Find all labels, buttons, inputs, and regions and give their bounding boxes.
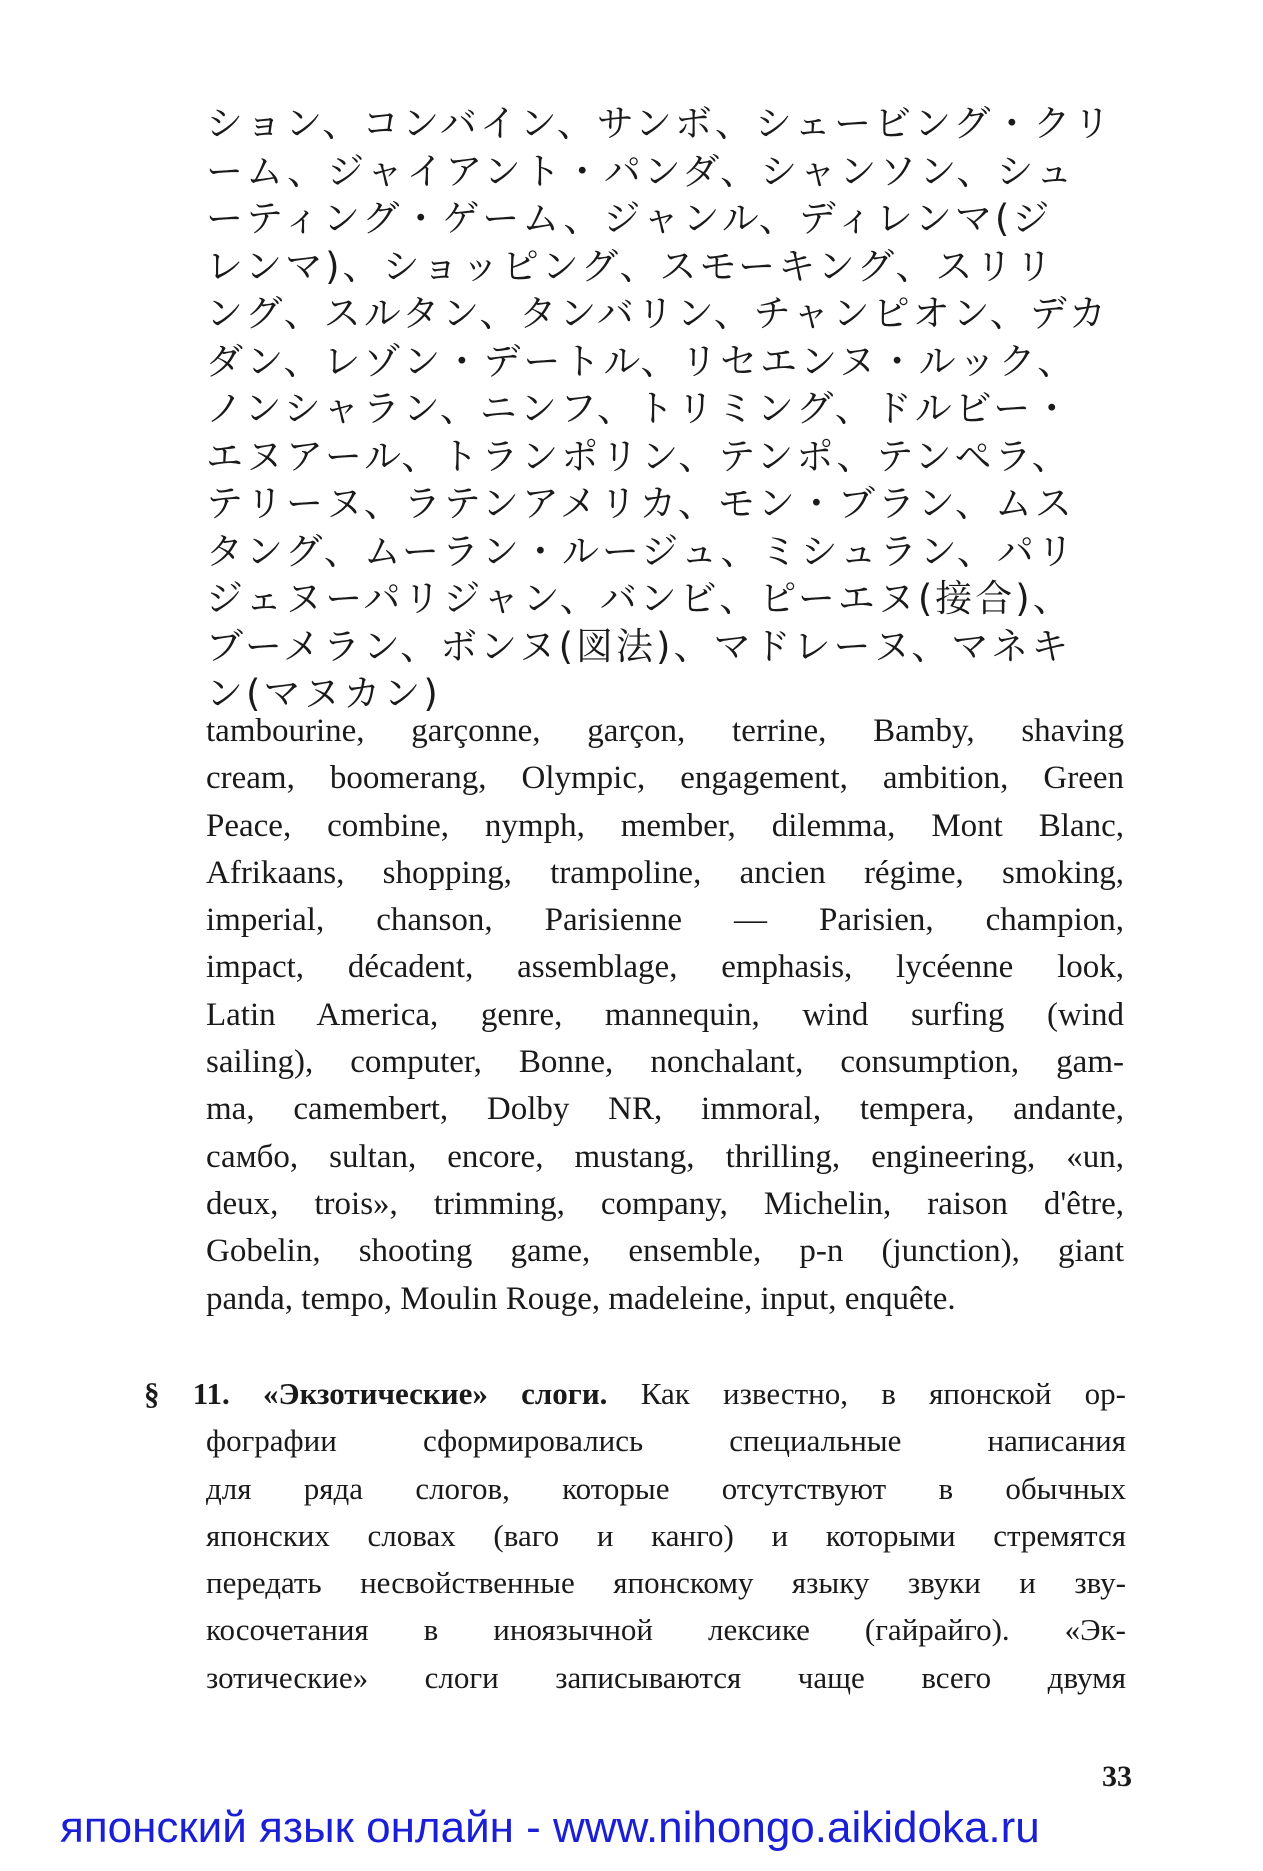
japanese-line: レンマ)、ショッピング、スモーキング、スリリ bbox=[206, 244, 1056, 288]
japanese-line: ノンシャラン、ニンフ、トリミング、ドルビー・ bbox=[206, 387, 1074, 430]
english-line: ma, camembert, Dolby NR, immoral, tempera, andante, bbox=[206, 1091, 1124, 1128]
english-line: Afrikaans, shopping, trampoline, ancien régime, smoking, bbox=[206, 854, 1124, 891]
english-line: Gobelin, shooting game, ensemble, p-n (junction), giant bbox=[206, 1233, 1124, 1270]
japanese-line: ング、スルタン、タンバリン、チャンピオン、デカ bbox=[206, 292, 1109, 335]
english-line: imperial, chanson, Parisienne — Parisien, champion, bbox=[206, 902, 1124, 939]
section-line: передать несвойственные японскому языку звуки и зву- bbox=[206, 1565, 1126, 1601]
japanese-katakana-list bbox=[206, 100, 1126, 718]
english-line: sailing), computer, Bonne, nonchalant, consumption, gam- bbox=[206, 1044, 1124, 1081]
english-line: tambourine, garçonne, garçon, terrine, Bamby, shaving bbox=[206, 713, 1124, 749]
english-line: deux, trois», trimming, company, Michelin, raison d'être, bbox=[206, 1185, 1124, 1222]
footer-site-link[interactable]: японский язык онлайн - www.nihongo.aikidoka.ru bbox=[60, 1803, 1040, 1852]
japanese-line: ション、コンバイン、サンボ、シェービング・クリ bbox=[206, 102, 1114, 145]
section-first-line-text: Как известно, в японской ор- bbox=[607, 1376, 1126, 1411]
section-line: фографии сформировались специальные написания bbox=[206, 1423, 1126, 1459]
section-11-paragraph bbox=[144, 1370, 1126, 1701]
japanese-line: タング、ムーラン・ルージュ、ミシュラン、パリ bbox=[206, 529, 1077, 573]
japanese-line: ブーメラン、ボンヌ(図法)、マドレーヌ、マネキ bbox=[206, 624, 1072, 668]
english-line: panda, tempo, Moulin Rouge, madeleine, input, enquête. bbox=[206, 1280, 956, 1317]
section-line: косочетания в иноязычной лексике (гайрайго). «Эк- bbox=[206, 1612, 1126, 1648]
english-source-words-list bbox=[206, 708, 1124, 1323]
japanese-line: ダン、レゾン・デートル、リセエンヌ・ルック、 bbox=[206, 339, 1078, 383]
section-first-line bbox=[144, 1370, 1126, 1417]
japanese-line: ーム、ジャイアント・パンダ、シャンソン、シュ bbox=[206, 149, 1076, 193]
english-line: самбо, sultan, encore, mustang, thrilling, engineering, «un, bbox=[206, 1138, 1124, 1175]
page-number: 33 bbox=[1102, 1760, 1132, 1793]
section-heading: § 11. «Экзотические» слоги. bbox=[144, 1376, 608, 1411]
japanese-line: ン(マヌカン) bbox=[206, 672, 441, 715]
english-line: impact, décadent, assemblage, emphasis, lycéenne look, bbox=[206, 949, 1124, 986]
section-line: для ряда слогов, которые отсутствуют в обычных bbox=[206, 1470, 1126, 1506]
english-line: Latin America, genre, mannequin, wind surfing (wind bbox=[206, 996, 1124, 1033]
japanese-line: テリーヌ、ラテンアメリカ、モン・ブラン、ムス bbox=[206, 482, 1075, 525]
japanese-line: ーティング・ゲーム、ジャンル、ディレンマ(ジ bbox=[206, 197, 1053, 240]
section-line: зотические» слоги записываются чаще всего двумя bbox=[206, 1659, 1126, 1695]
japanese-line: ジェヌーパリジャン、バンビ、ピーエヌ(接合)、 bbox=[206, 577, 1073, 620]
english-line: Peace, combine, nymph, member, dilemma, Mont Blanc, bbox=[206, 807, 1124, 844]
section-line: японских словах (ваго и канго) и которыми стремятся bbox=[206, 1517, 1126, 1553]
japanese-line: エヌアール、トランポリン、テンポ、テンペラ、 bbox=[206, 434, 1072, 478]
english-line: cream, boomerang, Olympic, engagement, ambition, Green bbox=[206, 760, 1124, 797]
